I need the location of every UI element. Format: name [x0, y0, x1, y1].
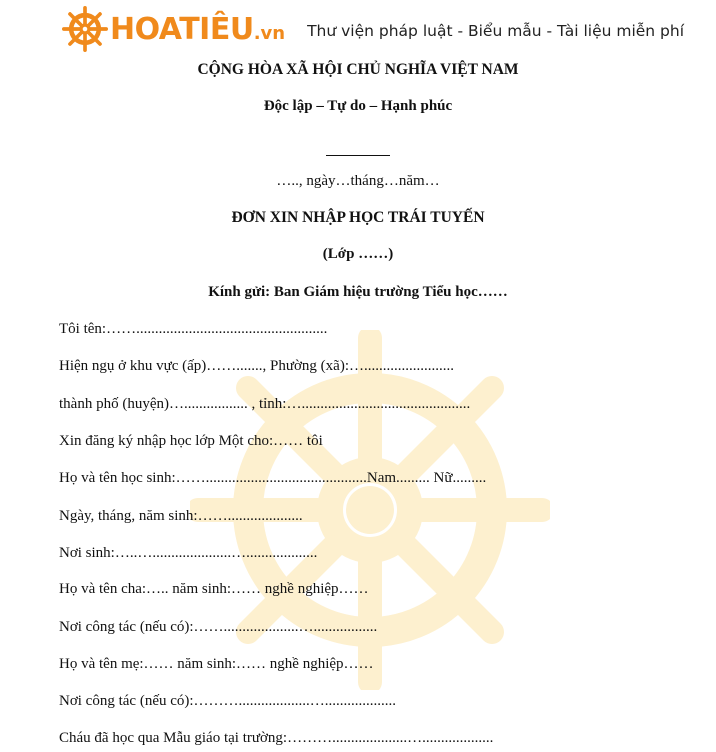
hoatieu-logo[interactable]: [62, 6, 285, 52]
field-mother-workplace: Nơi công tác (nếu có):………...................…...................: [59, 693, 397, 709]
motto-subtitle: Độc lập – Tự do – Hạnh phúc: [263, 98, 453, 114]
recipient-line: Kính gửi: Ban Giám hiệu trường Tiểu học……: [208, 284, 508, 300]
field-student-name: Họ và tên học sinh:……...........................................Nam......... Nữ.........: [59, 470, 487, 486]
field-date-of-birth: Ngày, tháng, năm sinh:……....................: [59, 508, 303, 524]
field-kindergarten: Cháu đã học qua Mẫu giáo tại trường:………....................…...................: [59, 730, 494, 746]
ship-wheel-icon: [62, 6, 108, 52]
field-father-workplace: Nơi công tác (nếu có):……....................….................: [59, 619, 378, 635]
field-enrollment-request: Xin đăng ký nhập học lớp Một cho:…… tôi: [59, 433, 323, 449]
site-tagline: Thư viện pháp luật - Biểu mẫu - Tài liệu miễn phí: [307, 22, 685, 40]
field-father-info: Họ và tên cha:….. năm sinh:…… nghề nghiệp……: [59, 581, 369, 597]
field-mother-info: Họ và tên mẹ:…… năm sinh:…… nghề nghiệp……: [59, 656, 374, 672]
logo-suffix: .vn: [253, 22, 286, 44]
field-full-name: Tôi tên:……...................................................: [59, 321, 328, 337]
field-residence-area: Hiện ngụ ở khu vực (ấp)……......., Phường (xã):…........................: [59, 358, 454, 374]
divider: [0, 143, 716, 161]
national-motto: CỘNG HÒA XÃ HỘI CHỦ NGHĨA VIỆT NAM: [197, 61, 519, 78]
site-header: [62, 4, 702, 54]
logo-text: HOATIÊU: [110, 11, 254, 47]
date-line: ….., ngày…tháng…năm…: [276, 173, 440, 189]
document-title: ĐƠN XIN NHẬP HỌC TRÁI TUYẾN: [231, 209, 485, 226]
class-line: (Lớp ……): [322, 246, 394, 262]
field-city-province: thành phố (huyện)…................. , tỉnh:….............................................: [59, 396, 471, 412]
field-place-of-birth: Nơi sinh:…..….....................…...................: [59, 545, 318, 561]
